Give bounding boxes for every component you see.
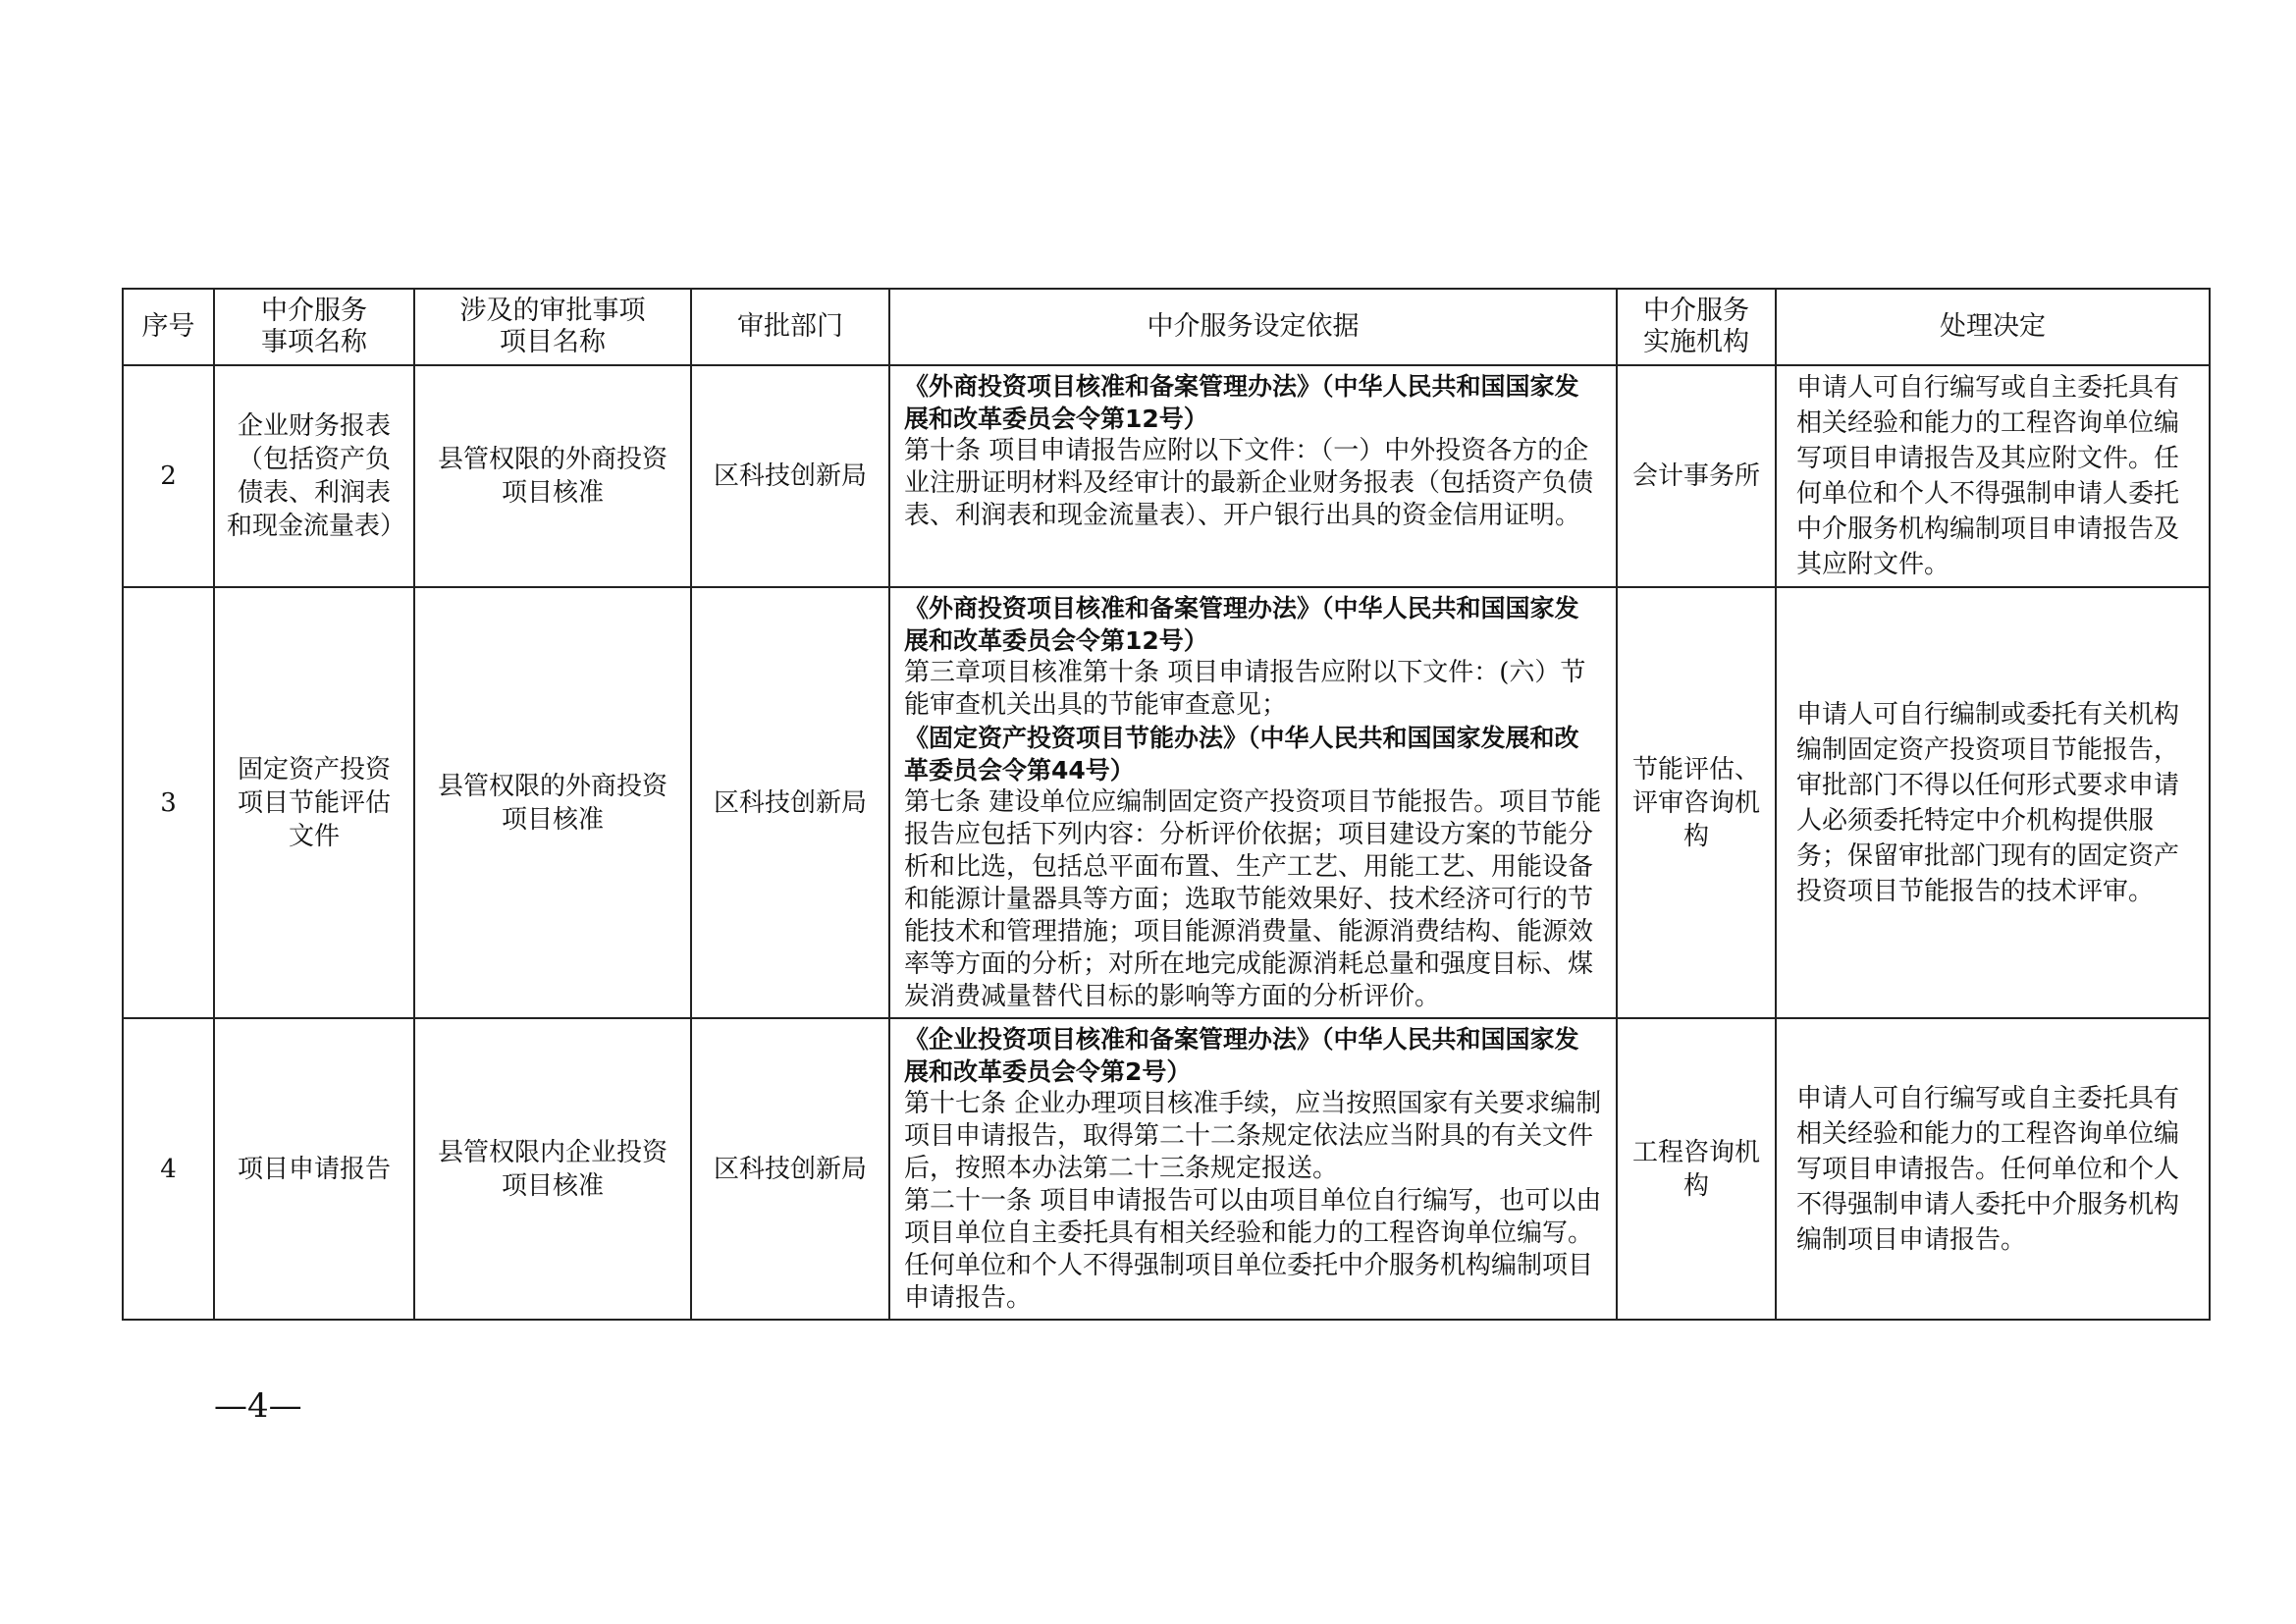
cell-approval-item: 县管权限内企业投资项目核准 <box>414 1018 691 1320</box>
cell-basis <box>889 1018 1617 1320</box>
cell-decision: 申请人可自行编写或自主委托具有相关经验和能力的工程咨询单位编写项目申请报告及其应附文件。任何单位和个人不得强制申请人委托中介服务机构编制项目申请报告及其应附文件。 <box>1776 365 2210 587</box>
cell-agency: 工程咨询机构 <box>1617 1018 1776 1320</box>
document-table-container <box>122 288 2209 1321</box>
header-department <box>691 289 889 365</box>
basis-article-text: 第七条 建设单位应编制固定资产投资项目节能报告。项目节能报告应包括下列内容：分析评价依据；项目建设方案的节能分析和比选，包括总平面布置、生产工艺、用能工艺、用能设备和能源计量器具等方面；选取节能效果好、技术经济可行的节能技术和管理措施；项目能源消费量、能源消费结构、能源效率等方面的分析；对所在地完成能源消耗总量和强度目标、煤炭消费减量替代目标的影响等方面的分析评价。 <box>904 787 1602 1011</box>
header-label-line: 中介服务 <box>261 296 367 326</box>
header-label-line: 审批部门 <box>737 311 843 342</box>
table-body <box>123 365 2210 1320</box>
cell-seq: 2 <box>123 365 214 587</box>
cell-approval-item: 县管权限的外商投资项目核准 <box>414 587 691 1018</box>
basis-regulation-title: 《外商投资项目核准和备案管理办法》（中华人民共和国国家发展和改革委员会令第12号） <box>904 372 1579 433</box>
header-label-line: 实施机构 <box>1643 327 1749 357</box>
header-seq <box>123 289 214 365</box>
cell-service-name: 企业财务报表（包括资产负债表、利润表和现金流量表） <box>214 365 414 587</box>
cell-basis <box>889 587 1617 1018</box>
basis-article-text: 第十条 项目申请报告应附以下文件：（一）中外投资各方的企业注册证明材料及经审计的最新企业财务报表（包括资产负债表、利润表和现金流量表）、开户银行出具的资金信用证明。 <box>904 436 1594 530</box>
header-agency <box>1617 289 1776 365</box>
page-number: —4— <box>214 1386 302 1426</box>
cell-agency: 节能评估、评审咨询机构 <box>1617 587 1776 1018</box>
header-label-line: 中介服务 <box>1643 296 1749 326</box>
cell-department: 区科技创新局 <box>691 587 889 1018</box>
basis-regulation-title: 《企业投资项目核准和备案管理办法》（中华人民共和国国家发展和改革委员会令第2号） <box>904 1025 1579 1086</box>
header-label-line: 事项名称 <box>261 327 367 357</box>
cell-agency: 会计事务所 <box>1617 365 1776 587</box>
cell-seq: 4 <box>123 1018 214 1320</box>
basis-article-text: 第三章项目核准第十条 项目申请报告应附以下文件：(六）节能审查机关出具的节能审查意见； <box>904 658 1586 720</box>
table-row <box>123 587 2210 1018</box>
header-label-line: 处理决定 <box>1940 311 2046 342</box>
header-label-line: 中介服务设定依据 <box>1147 311 1360 342</box>
cell-service-name: 固定资产投资项目节能评估文件 <box>214 587 414 1018</box>
cell-seq: 3 <box>123 587 214 1018</box>
table-header-row <box>123 289 2210 365</box>
header-label-line: 项目名称 <box>500 327 606 357</box>
cell-department: 区科技创新局 <box>691 1018 889 1320</box>
header-service-name <box>214 289 414 365</box>
cell-basis <box>889 365 1617 587</box>
intermediary-services-table <box>122 288 2211 1321</box>
header-approval-item <box>414 289 691 365</box>
header-decision <box>1776 289 2210 365</box>
header-label-line: 涉及的审批事项 <box>459 296 646 326</box>
header-label-line: 序号 <box>141 311 195 342</box>
cell-decision: 申请人可自行编制或委托有关机构编制固定资产投资项目节能报告，审批部门不得以任何形式要求申请人必须委托特定中介机构提供服务；保留审批部门现有的固定资产投资项目节能报告的技术评审。 <box>1776 587 2210 1018</box>
header-basis <box>889 289 1617 365</box>
basis-article-text: 第二十一条 项目申请报告可以由项目单位自行编写，也可以由项目单位自主委托具有相关经验和能力的工程咨询单位编写。任何单位和个人不得强制项目单位委托中介服务机构编制项目申请报告。 <box>904 1186 1602 1313</box>
basis-article-text: 第十七条 企业办理项目核准手续，应当按照国家有关要求编制项目申请报告，取得第二十二条规定依法应当附具的有关文件后，按照本办法第二十三条规定报送。 <box>904 1089 1602 1183</box>
cell-approval-item: 县管权限的外商投资项目核准 <box>414 365 691 587</box>
cell-department: 区科技创新局 <box>691 365 889 587</box>
cell-service-name: 项目申请报告 <box>214 1018 414 1320</box>
basis-regulation-title: 《固定资产投资项目节能办法》（中华人民共和国国家发展和改革委员会令第44号） <box>904 724 1579 785</box>
table-row <box>123 1018 2210 1320</box>
table-row <box>123 365 2210 587</box>
cell-decision: 申请人可自行编写或自主委托具有相关经验和能力的工程咨询单位编写项目申请报告。任何单位和个人不得强制申请人委托中介服务机构编制项目申请报告。 <box>1776 1018 2210 1320</box>
basis-regulation-title: 《外商投资项目核准和备案管理办法》（中华人民共和国国家发展和改革委员会令第12号） <box>904 594 1579 655</box>
